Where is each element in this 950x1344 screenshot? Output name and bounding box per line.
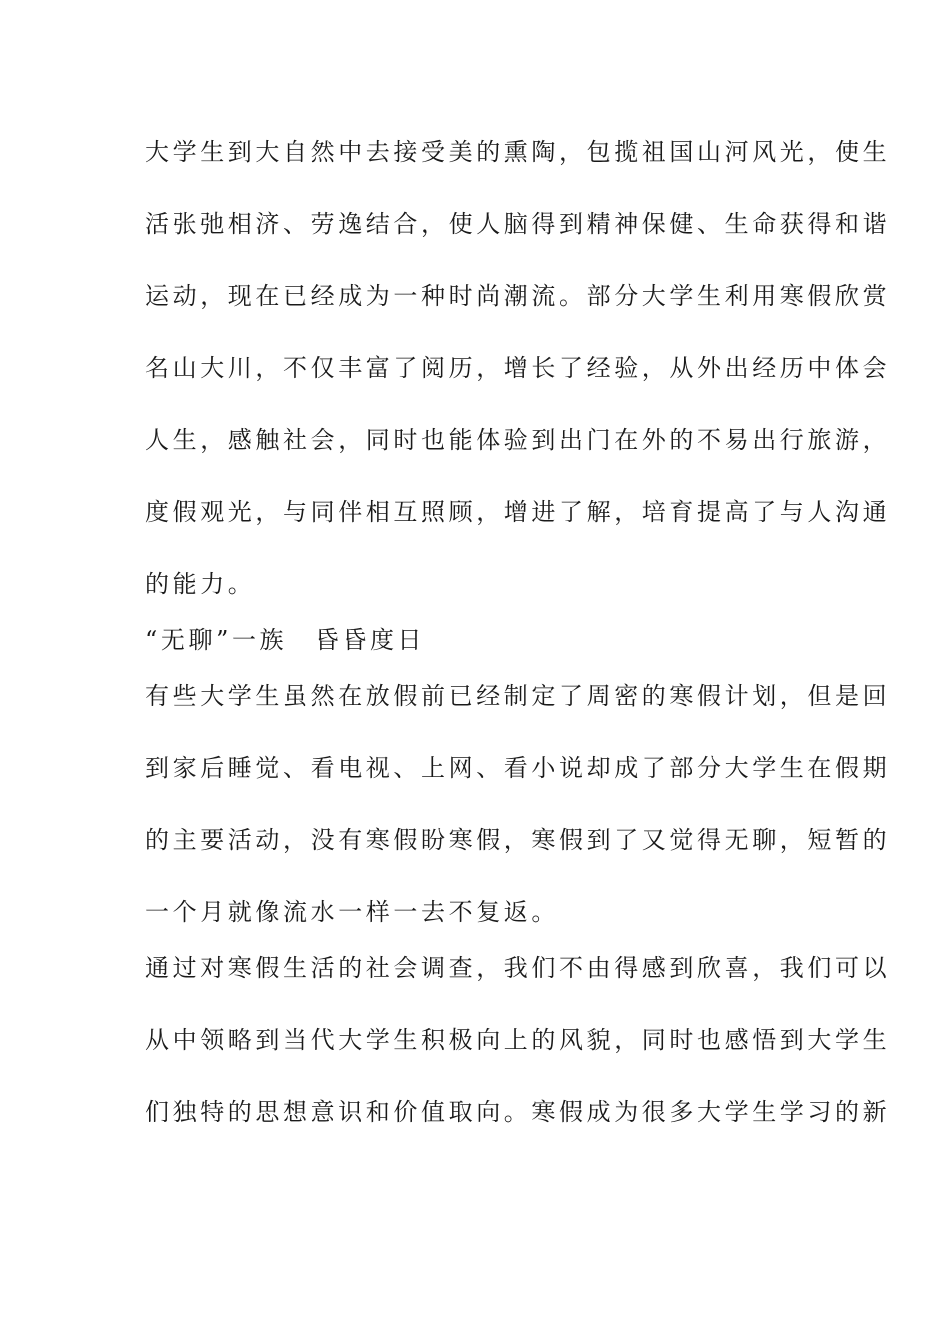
document-body (145, 128, 891, 1160)
text-line: 名山大川，不仅丰富了阅历，增长了经验，从外出经历中体会 (145, 354, 891, 382)
section-heading: “无聊”一族 昏昏度日 (145, 626, 426, 654)
text-line: 人生，感触社会，同时也能体验到出门在外的不易出行旅游， (145, 426, 891, 454)
text-line: 通过对寒假生活的社会调查，我们不由得感到欣喜，我们可以 (145, 954, 891, 982)
text-line: 的能力。 (145, 570, 256, 598)
text-line: 的主要活动，没有寒假盼寒假，寒假到了又觉得无聊，短暂的 (145, 826, 891, 854)
text-line: 从中领略到当代大学生积极向上的风貌，同时也感悟到大学生 (145, 1026, 891, 1054)
text-line: 有些大学生虽然在放假前已经制定了周密的寒假计划，但是回 (145, 682, 891, 710)
text-line: 们独特的思想意识和价值取向。寒假成为很多大学生学习的新 (145, 1098, 891, 1126)
text-line: 运动，现在已经成为一种时尚潮流。部分大学生利用寒假欣赏 (145, 282, 891, 310)
text-line: 度假观光，与同伴相互照顾，增进了解，培育提高了与人沟通 (145, 498, 891, 526)
text-line: 大学生到大自然中去接受美的熏陶，包揽祖国山河风光，使生 (145, 138, 891, 166)
text-line: 活张弛相济、劳逸结合，使人脑得到精神保健、生命获得和谐 (145, 210, 891, 238)
text-line: 到家后睡觉、看电视、上网、看小说却成了部分大学生在假期 (145, 754, 891, 782)
text-line: 一个月就像流水一样一去不复返。 (145, 898, 559, 926)
